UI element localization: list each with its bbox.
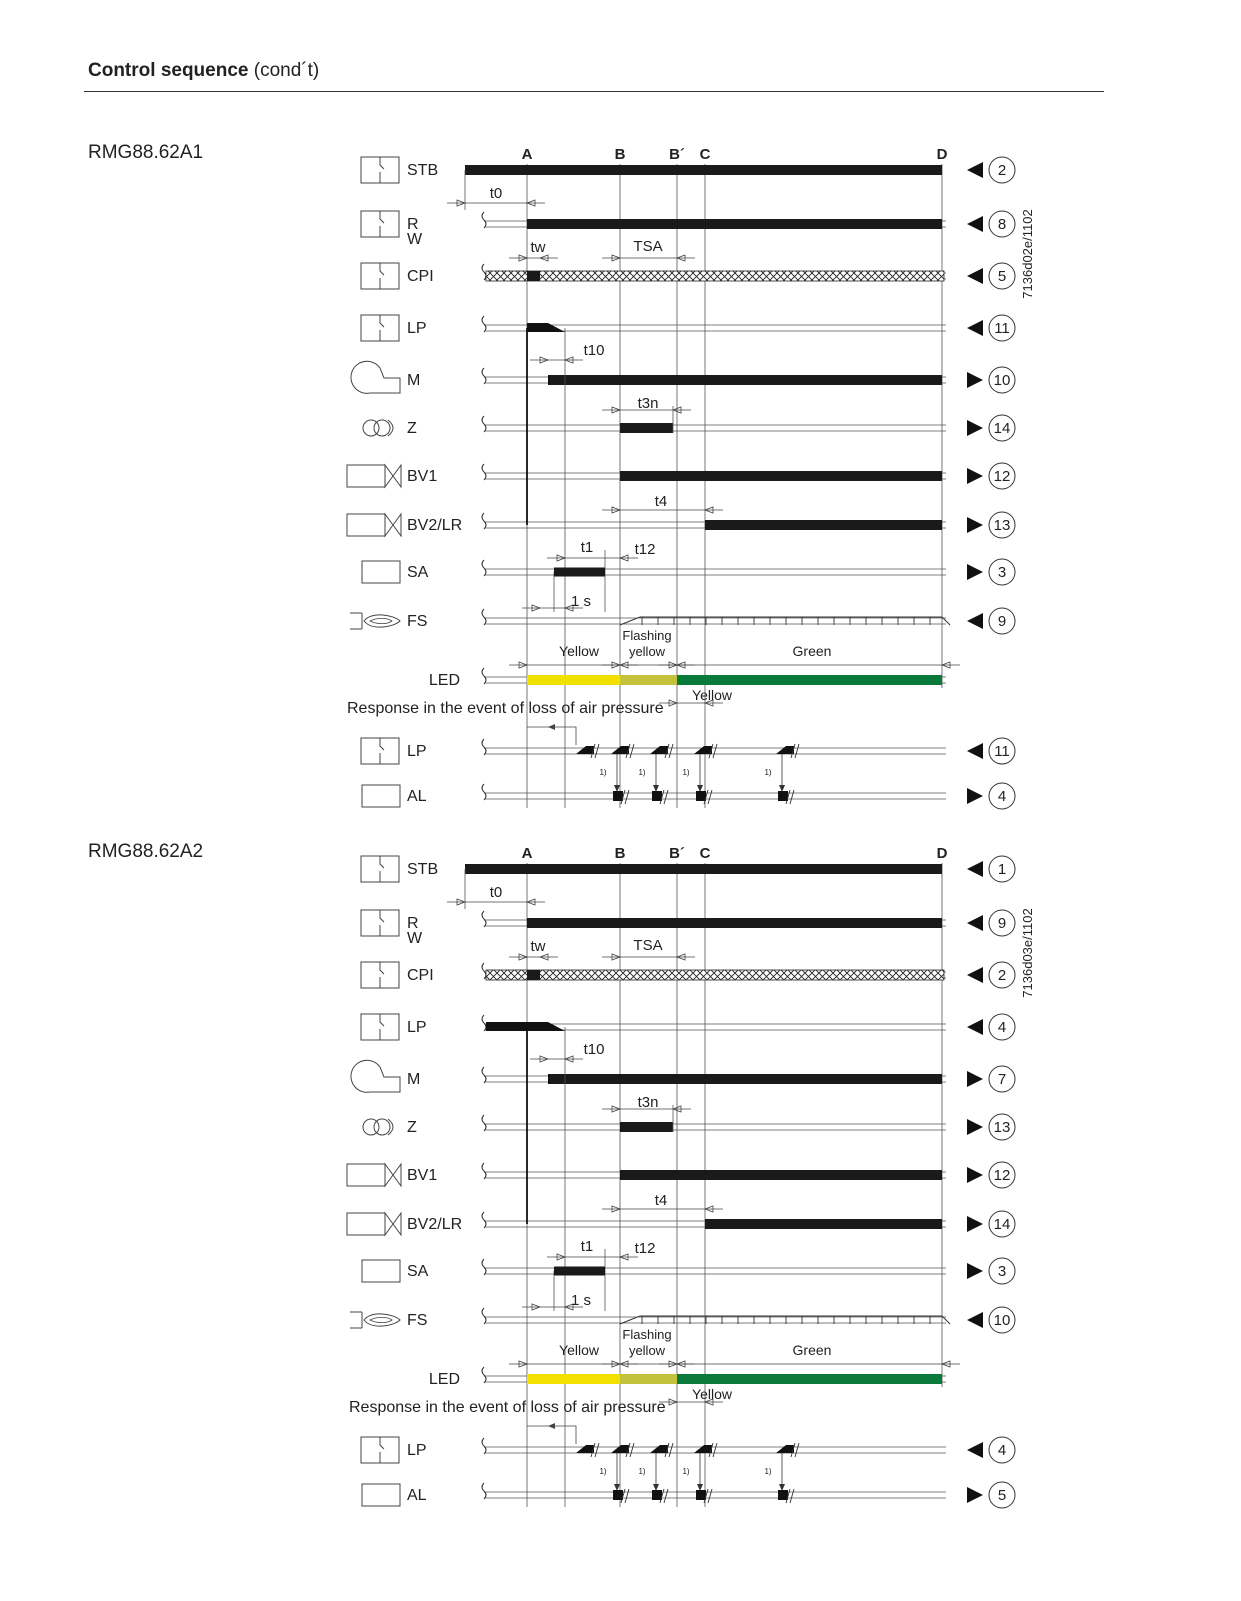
sa-on-bar [554, 1267, 605, 1276]
lockout-arrow-icon [697, 785, 703, 792]
lp-loss-pulse [576, 1445, 594, 1453]
lockout-arrow-icon [653, 785, 659, 792]
signal-bv2-lr-terminal-number: 14 [993, 1216, 1011, 1233]
lp-loss-pulse [776, 1445, 794, 1453]
loss-signal-lp-baseline-break [482, 1438, 486, 1454]
footnote-mark: 1) [764, 768, 772, 777]
led-green-bar [677, 675, 942, 685]
signal-z-baseline-break [482, 1115, 486, 1131]
signal-bv2-lr-valve-icon [347, 514, 385, 536]
time-marker-c: C [699, 146, 711, 163]
lp-delay-arrow-icon [548, 724, 555, 730]
signal-fs-label: FS [407, 613, 428, 630]
signal-sa-terminal-number: 3 [997, 564, 1007, 581]
signal-stb-terminal-number: 2 [997, 162, 1007, 179]
led-green-label: Green [792, 1342, 832, 1358]
bv1-on-bar [620, 471, 942, 481]
signal-z-terminal-number: 13 [993, 1119, 1011, 1136]
signal-r-label-2: W [407, 231, 423, 248]
signal-fs-baseline-break [482, 609, 486, 625]
ignition-on-bar [620, 423, 673, 433]
signal-lp-baseline-break [482, 316, 486, 332]
led-flashing-label-2: yellow [628, 644, 666, 659]
loss-of-air-pressure-title: Response in the event of loss of air pressure [347, 700, 664, 717]
loss-signal-lp-label: LP [407, 1442, 427, 1459]
label-t10: t10 [583, 1041, 605, 1058]
rw-on-bar [527, 918, 942, 928]
model-label: RMG88.62A1 [88, 142, 204, 163]
lp-loss-pulse [776, 746, 794, 754]
bv2-on-bar [705, 520, 942, 530]
signal-sa-terminal-number: 3 [997, 1263, 1007, 1280]
signal-m-label: M [407, 372, 421, 389]
label-t3n: t3n [637, 1094, 659, 1111]
signal-bv2-lr-valve-icon [347, 1213, 385, 1235]
signal-bv2-lr-valve-icon-bowtie [385, 514, 401, 536]
signal-r-input-arrow-icon [967, 216, 983, 232]
lp-loss-pulse [650, 746, 668, 754]
signal-sa-label: SA [407, 564, 429, 581]
signal-lp-label: LP [407, 320, 427, 337]
time-marker-c: C [699, 845, 711, 862]
led-baseline-break [482, 1367, 486, 1383]
heading-bold: Control sequence [88, 60, 249, 81]
label-t4: t4 [654, 493, 668, 510]
ignition-on-bar [620, 1122, 673, 1132]
alarm-on-block [652, 791, 662, 801]
signal-bv2-lr-baseline-break [482, 513, 486, 529]
alarm-on-block [613, 791, 623, 801]
signal-cpi-terminal-number: 2 [997, 967, 1007, 984]
signal-r-baseline-break [482, 212, 486, 228]
signal-cpi-input-arrow-icon [967, 268, 983, 284]
label-tsa: TSA [633, 238, 663, 255]
time-marker-a: A [521, 146, 533, 163]
bv1-on-bar [620, 1170, 942, 1180]
led-label: LED [428, 672, 460, 689]
lp-pressure-ramp [486, 1022, 565, 1031]
footnote-mark: 1) [682, 1467, 690, 1476]
label-tw: tw [530, 239, 546, 256]
signal-r-input-arrow-icon [967, 915, 983, 931]
loss-signal-al-label: AL [407, 1487, 427, 1504]
led-green-bar [677, 1374, 942, 1384]
alarm-on-block [613, 1490, 623, 1500]
signal-m-motor-icon [351, 361, 400, 393]
lp-loss-pulse [576, 746, 594, 754]
time-marker-d: D [936, 845, 948, 862]
signal-sa-actuator-box-icon [362, 1260, 400, 1282]
alarm-on-block [696, 1490, 706, 1500]
signal-stb-input-arrow-icon [967, 861, 983, 877]
signal-r-terminal-number: 9 [997, 915, 1007, 932]
loss-signal-lp-baseline-break [482, 739, 486, 755]
signal-sa-output-arrow-icon [967, 564, 983, 580]
signal-stb-terminal-number: 1 [997, 861, 1007, 878]
signal-r-label: R [407, 915, 419, 932]
alarm-on-block [696, 791, 706, 801]
cpi-undefined-hatch [486, 970, 944, 980]
signal-r-label: R [407, 216, 419, 233]
motor-on-bar [549, 1074, 942, 1084]
label-1s: 1 s [570, 1292, 592, 1309]
signal-fs-terminal-number: 10 [993, 1312, 1011, 1329]
signal-z-baseline-break [482, 416, 486, 432]
lockout-arrow-icon [697, 1484, 703, 1491]
led-flashing-yellow-bar [620, 1374, 677, 1384]
drawing-id: 7136d03e/1102 [1020, 908, 1035, 998]
loss-signal-al-baseline-break [482, 1483, 486, 1499]
signal-bv2-lr-output-arrow-icon [967, 517, 983, 533]
footnote-mark: 1) [638, 768, 646, 777]
drawing-id: 7136d02e/1102 [1020, 209, 1035, 299]
label-tsa: TSA [633, 937, 663, 954]
signal-m-baseline-break [482, 368, 486, 384]
loss-signal-lp-input-arrow-icon [967, 1442, 983, 1458]
label-t12: t12 [634, 541, 656, 558]
footnote-mark: 1) [599, 768, 607, 777]
led-flashing-label-2: yellow [628, 1343, 666, 1358]
loss-signal-al-terminal-number: 5 [997, 1487, 1007, 1504]
signal-stb-label: STB [407, 861, 439, 878]
signal-sa-output-arrow-icon [967, 1263, 983, 1279]
stb-on-bar [465, 864, 942, 874]
signal-bv2-lr-label: BV2/LR [407, 1216, 463, 1233]
signal-lp-input-arrow-icon [967, 1019, 983, 1035]
signal-bv1-valve-icon-bowtie [385, 465, 401, 487]
signal-bv1-valve-icon [347, 465, 385, 487]
signal-stb-label: STB [407, 162, 439, 179]
lp-loss-pulse [694, 1445, 712, 1453]
loss-signal-al-output-arrow-icon [967, 1487, 983, 1503]
signal-cpi-label: CPI [407, 268, 434, 285]
footnote-mark: 1) [638, 1467, 646, 1476]
signal-bv1-terminal-number: 12 [993, 468, 1011, 485]
signal-bv2-lr-label: BV2/LR [407, 517, 463, 534]
sa-on-bar [554, 568, 605, 577]
signal-bv1-output-arrow-icon [967, 1167, 983, 1183]
signal-z-label: Z [407, 1119, 417, 1136]
footnote-mark: 1) [599, 1467, 607, 1476]
time-marker-b: B [614, 146, 626, 163]
footnote-mark: 1) [764, 1467, 772, 1476]
loss-signal-al-actuator-box-icon [362, 785, 400, 807]
lockout-arrow-icon [614, 1484, 620, 1491]
cpi-tw-bar [527, 271, 540, 281]
signal-bv1-output-arrow-icon [967, 468, 983, 484]
signal-m-baseline-break [482, 1067, 486, 1083]
time-marker-b-prime: B´ [669, 146, 685, 163]
signal-m-motor-icon [351, 1060, 400, 1092]
signal-lp-baseline-break [482, 1015, 486, 1031]
signal-m-label: M [407, 1071, 421, 1088]
footnote-mark: 1) [682, 768, 690, 777]
lockout-arrow-icon [779, 1484, 785, 1491]
loss-signal-al-terminal-number: 4 [997, 788, 1007, 805]
signal-z-ignition-transformer-icon-coil2 [374, 420, 390, 436]
signal-r-baseline-break [482, 911, 486, 927]
signal-z-ignition-transformer-icon-coil2 [374, 1119, 390, 1135]
led-baseline-break [482, 668, 486, 684]
signal-lp-input-arrow-icon [967, 320, 983, 336]
signal-z-label: Z [407, 420, 417, 437]
signal-cpi-label: CPI [407, 967, 434, 984]
loss-signal-al-actuator-box-icon [362, 1484, 400, 1506]
signal-cpi-input-arrow-icon [967, 967, 983, 983]
signal-bv1-valve-icon-bowtie [385, 1164, 401, 1186]
led-green-label: Green [792, 643, 832, 659]
lockout-arrow-icon [614, 785, 620, 792]
signal-bv1-baseline-break [482, 464, 486, 480]
signal-stb-input-arrow-icon [967, 162, 983, 178]
led-flashing-label-1: Flashing [622, 628, 672, 643]
signal-cpi-baseline-break [482, 264, 486, 280]
lp-loss-pulse [694, 746, 712, 754]
label-t1: t1 [580, 1238, 594, 1255]
signal-lp-label: LP [407, 1019, 427, 1036]
heading-rest: (cond´t) [253, 60, 320, 81]
label-t4: t4 [654, 1192, 668, 1209]
signal-fs-label: FS [407, 1312, 428, 1329]
label-t1: t1 [580, 539, 594, 556]
signal-bv2-lr-valve-icon-bowtie [385, 1213, 401, 1235]
signal-fs-baseline-break [482, 1308, 486, 1324]
lp-delay-bracket [527, 1426, 576, 1444]
signal-fs-terminal-number: 9 [997, 613, 1007, 630]
led-flashing-label-1: Flashing [622, 1327, 672, 1342]
time-marker-d: D [936, 146, 948, 163]
signal-bv1-label: BV1 [407, 1167, 438, 1184]
led-label: LED [428, 1371, 460, 1388]
signal-fs-flame-icon [350, 613, 362, 629]
signal-z-output-arrow-icon [967, 1119, 983, 1135]
bv2-on-bar [705, 1219, 942, 1229]
loss-signal-lp-label: LP [407, 743, 427, 760]
alarm-on-block [778, 791, 788, 801]
time-marker-a: A [521, 845, 533, 862]
led-yellow-bar [527, 1374, 620, 1384]
signal-cpi-terminal-number: 5 [997, 268, 1007, 285]
led-yellow-after-label: Yellow [692, 687, 732, 703]
loss-signal-al-label: AL [407, 788, 427, 805]
alarm-on-block [652, 1490, 662, 1500]
loss-of-air-pressure-title: Response in the event of loss of air pressure [349, 1399, 666, 1416]
sequence-diagram-1 [88, 142, 1035, 809]
led-yellow-bar [527, 675, 620, 685]
label-t0: t0 [489, 884, 503, 901]
signal-r-label-2: W [407, 930, 423, 947]
rw-on-bar [527, 219, 942, 229]
signal-m-output-arrow-icon [967, 372, 983, 388]
loss-signal-lp-terminal-number: 4 [997, 1442, 1007, 1459]
lp-loss-pulse [611, 746, 629, 754]
motor-on-bar [549, 375, 942, 385]
label-tw: tw [530, 938, 546, 955]
loss-signal-lp-input-arrow-icon [967, 743, 983, 759]
signal-bv2-lr-terminal-number: 13 [993, 517, 1011, 534]
signal-bv1-terminal-number: 12 [993, 1167, 1011, 1184]
signal-bv1-valve-icon [347, 1164, 385, 1186]
model-label: RMG88.62A2 [88, 841, 204, 862]
lockout-arrow-icon [653, 1484, 659, 1491]
signal-fs-input-arrow-icon [967, 1312, 983, 1328]
signal-sa-actuator-box-icon [362, 561, 400, 583]
signal-lp-terminal-number: 11 [994, 320, 1010, 337]
lp-pressure-ramp [527, 323, 565, 332]
led-yellow-label: Yellow [559, 643, 599, 659]
signal-m-terminal-number: 7 [997, 1071, 1007, 1088]
led-flashing-yellow-bar [620, 675, 677, 685]
signal-sa-label: SA [407, 1263, 429, 1280]
signal-fs-flame-icon [350, 1312, 362, 1328]
cpi-undefined-hatch [486, 271, 944, 281]
stb-on-bar [465, 165, 942, 175]
signal-r-terminal-number: 8 [997, 216, 1007, 233]
led-yellow-after-label: Yellow [692, 1386, 732, 1402]
signal-m-terminal-number: 10 [993, 372, 1011, 389]
signal-bv1-label: BV1 [407, 468, 438, 485]
label-t0: t0 [489, 185, 503, 202]
signal-sa-baseline-break [482, 560, 486, 576]
signal-z-output-arrow-icon [967, 420, 983, 436]
lp-loss-pulse [650, 1445, 668, 1453]
label-t3n: t3n [637, 395, 659, 412]
signal-bv2-lr-output-arrow-icon [967, 1216, 983, 1232]
time-marker-b: B [614, 845, 626, 862]
sequence-diagram-2 [88, 841, 1035, 1508]
signal-z-terminal-number: 14 [993, 420, 1011, 437]
loss-signal-lp-terminal-number: 11 [994, 743, 1010, 760]
cpi-tw-bar [527, 970, 540, 980]
signal-fs-input-arrow-icon [967, 613, 983, 629]
led-yellow-label: Yellow [559, 1342, 599, 1358]
signal-bv1-baseline-break [482, 1163, 486, 1179]
lp-delay-bracket [527, 727, 576, 745]
loss-signal-al-baseline-break [482, 784, 486, 800]
label-1s: 1 s [570, 593, 592, 610]
lockout-arrow-icon [779, 785, 785, 792]
signal-lp-terminal-number: 4 [997, 1019, 1007, 1036]
label-t10: t10 [583, 342, 605, 359]
lp-loss-pulse [611, 1445, 629, 1453]
signal-sa-baseline-break [482, 1259, 486, 1275]
signal-cpi-baseline-break [482, 963, 486, 979]
alarm-on-block [778, 1490, 788, 1500]
label-t12: t12 [634, 1240, 656, 1257]
time-marker-b-prime: B´ [669, 845, 685, 862]
signal-bv2-lr-baseline-break [482, 1212, 486, 1228]
lp-delay-arrow-icon [548, 1423, 555, 1429]
loss-signal-al-output-arrow-icon [967, 788, 983, 804]
signal-m-output-arrow-icon [967, 1071, 983, 1087]
